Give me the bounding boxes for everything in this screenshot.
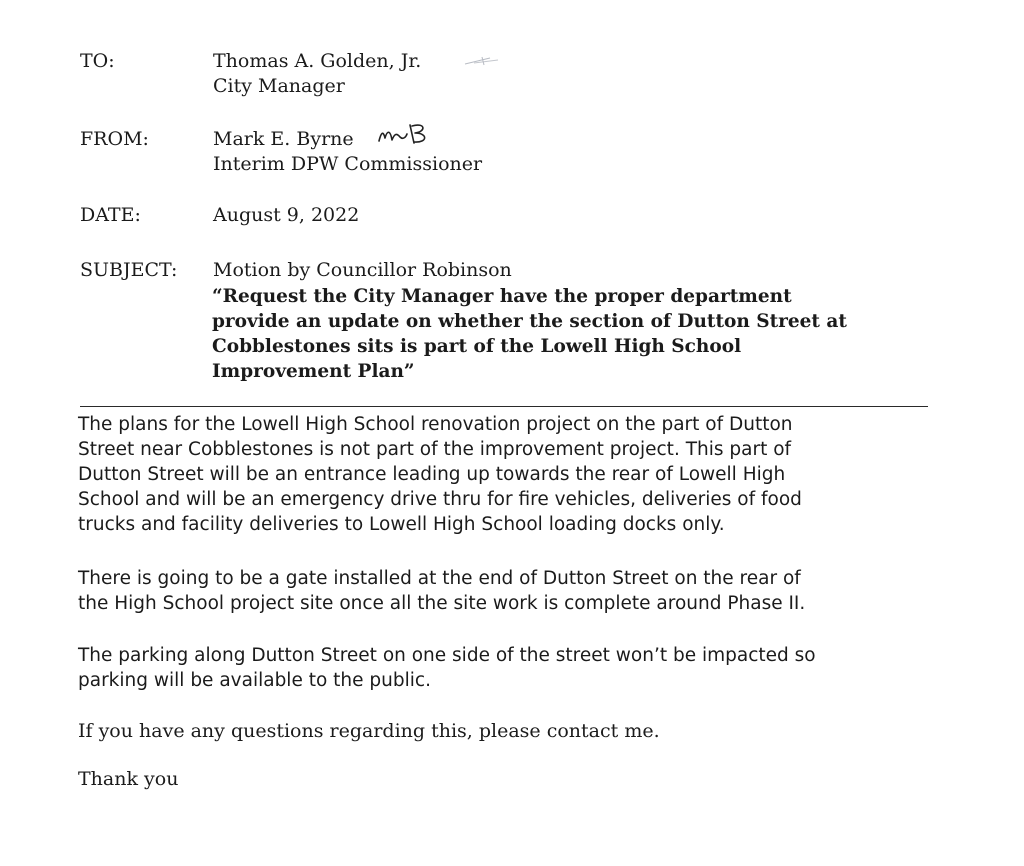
subject-quote-line: provide an update on whether the section of Dutton Street at <box>212 311 847 332</box>
subject-label: SUBJECT: <box>80 259 178 281</box>
date-value: August 9, 2022 <box>213 204 360 226</box>
to-label: TO: <box>80 50 115 72</box>
to-name: Thomas A. Golden, Jr. <box>213 50 422 72</box>
subject-quote <box>212 284 932 384</box>
from-label: FROM: <box>80 128 149 150</box>
subject-quote-line: Improvement Plan” <box>212 361 415 382</box>
paragraph-line: There is going to be a gate installed at the end of Dutton Street on the rear of <box>78 568 801 589</box>
paragraph-line: The plans for the Lowell High School renovation project on the part of Dutton <box>78 414 793 435</box>
subject-quote-line: “Request the City Manager have the proper department <box>212 286 792 307</box>
to-initials-mark <box>462 54 502 70</box>
paragraph-line: The parking along Dutton Street on one side of the street won’t be impacted so <box>78 645 816 666</box>
paragraph-line: School and will be an emergency drive thru for fire vehicles, deliveries of food <box>78 489 802 510</box>
paragraph-line: the High School project site once all the site work is complete around Phase II. <box>78 593 806 614</box>
from-name: Mark E. Byrne <box>213 128 354 150</box>
from-initials-signature <box>376 119 440 147</box>
date-label: DATE: <box>80 204 141 226</box>
paragraph-line: Street near Cobblestones is not part of the improvement project. This part of <box>78 439 792 460</box>
thanks-line: Thank you <box>78 768 179 790</box>
paragraph-line: parking will be available to the public. <box>78 670 431 691</box>
header-divider <box>80 406 928 407</box>
to-title: City Manager <box>213 75 345 97</box>
subject-intro: Motion by Councillor Robinson <box>213 259 512 281</box>
from-title: Interim DPW Commissioner <box>213 153 483 175</box>
paragraph-line: Dutton Street will be an entrance leading up towards the rear of Lowell High <box>78 464 786 485</box>
paragraph-2 <box>78 566 938 616</box>
paragraph-3 <box>78 643 938 693</box>
paragraph-1 <box>78 412 938 537</box>
subject-quote-line: Cobblestones sits is part of the Lowell High School <box>212 336 742 357</box>
paragraph-line: trucks and facility deliveries to Lowell High School loading docks only. <box>78 514 725 535</box>
questions-line: If you have any questions regarding this, please contact me. <box>78 720 660 742</box>
